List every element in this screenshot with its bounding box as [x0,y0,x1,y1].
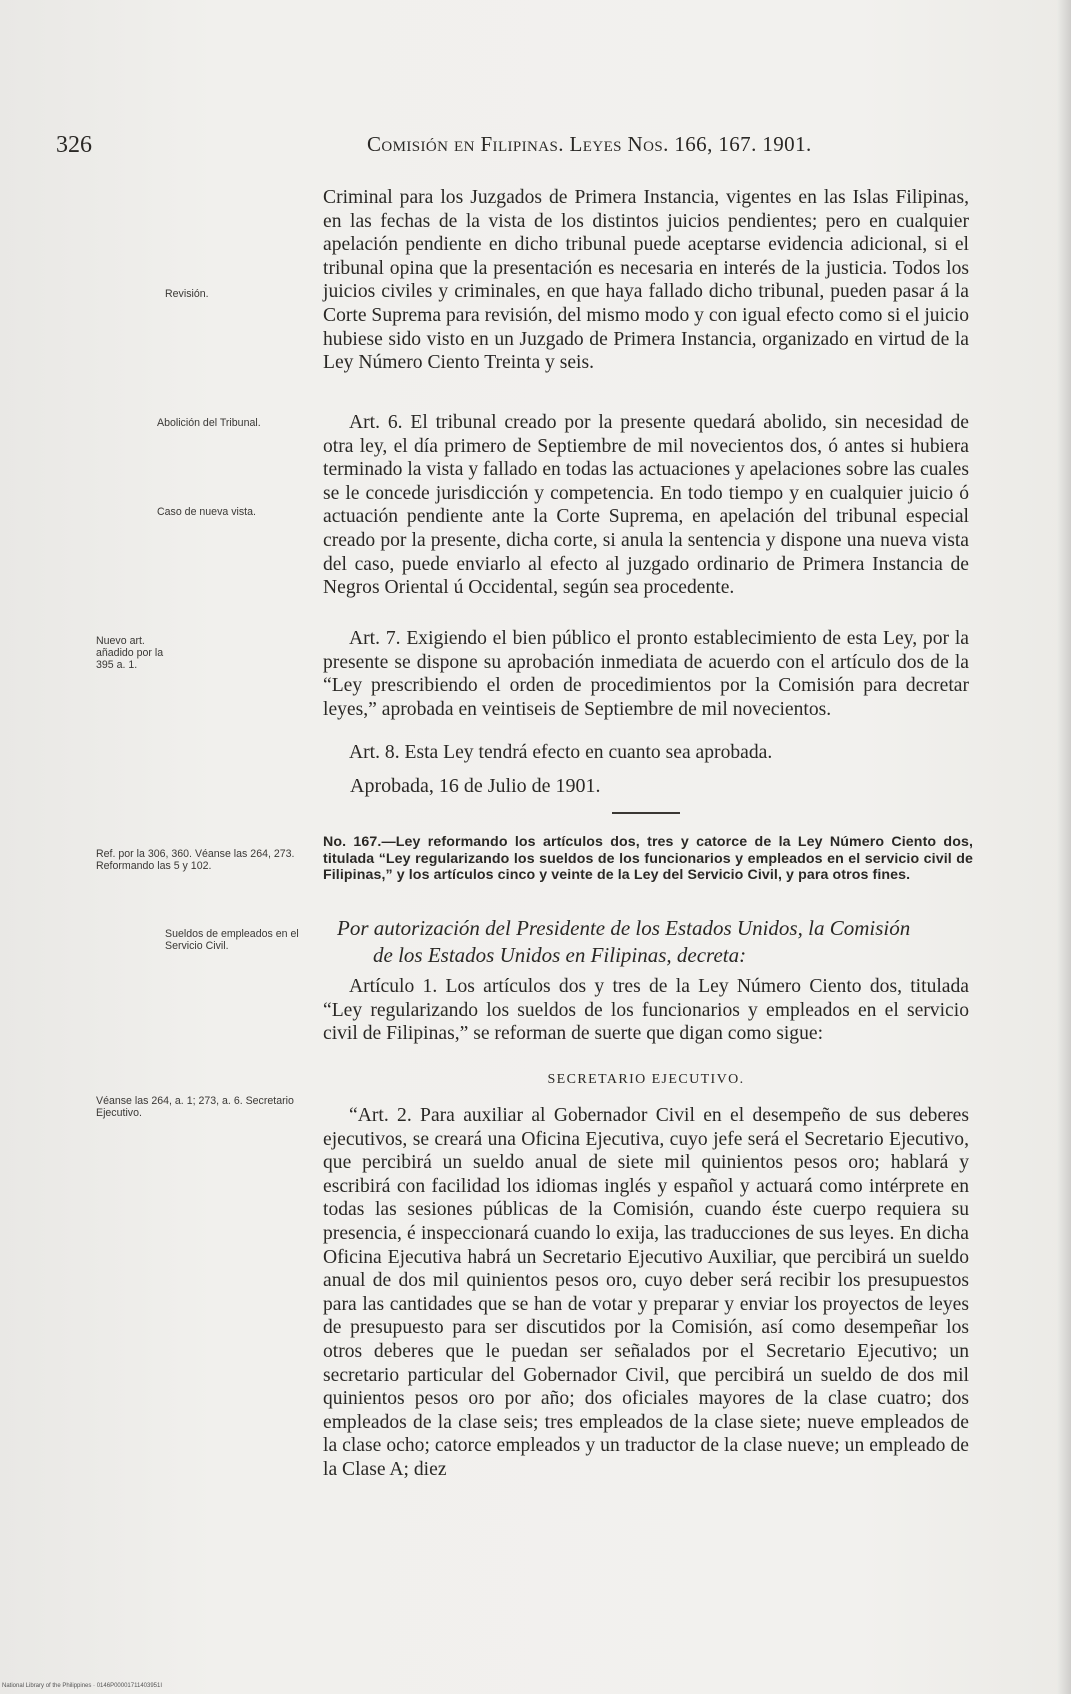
decree-line-1: Por autorización del Presidente de los Estados Unidos, la Comisión [337,916,911,940]
paragraph-art-7 [323,627,969,721]
paragraph-text: Artículo 1. Los artículos dos y tres de la Ley Número Ciento dos, titulada “Ley regularizando los sueldos de los funcionarios y empleados en el servicio civil de Filipinas,” se reforman de suerte que digan como sigue: [323,976,969,1045]
section-divider [612,812,680,814]
margin-note-caso: Caso de nueva vista. [157,506,256,518]
margin-note-referencias: Ref. por la 306, 360. Véanse las 264, 273. Reformando las 5 y 102. [96,848,295,873]
decree-line-2: de los Estados Unidos en Filipinas, decreta: [373,943,747,967]
margin-note-abolicion: Abolición del Tribunal. [157,417,261,429]
law-title: No. 167.—Ley reformando los artículos dos, tres y catorce de la Ley Número Ciento dos, titulada “Ley regularizando los sueldos de los funcionarios y empleados en el servicio civil de Filipinas,” y los artículos cinco y veinte de la Ley del Servicio Civil, y para otros fines. [323,834,973,884]
paragraph-text: Criminal para los Juzgados de Primera Instancia, vigentes en las Islas Filipinas, en las fechas de la vista de los distintos juicios pendientes; pero en cualquier apelación pendiente en dicho tribunal puede aceptarse evidencia adicional, si el tribunal opina que la presentación es necesaria en interés de la justicia. Todos los juicios civiles y criminales, en que haya fallado dicho tribunal, pueden pasar á la Corte Suprema para revisión, del mismo modo y con igual efecto como si el juicio hubiese sido visto en un Juzgado de Primera Instancia, organizado en virtud de la Ley Número Ciento Treinta y seis. [323,187,969,374]
paragraph-text: Art. 6. El tribunal creado por la presente quedará abolido, sin necesidad de otra ley, el día primero de Septiembre de mil novecientos dos, ó antes si hubiera terminado la vista y fallado en todas las actuaciones y apelaciones sobre las cuales se le concede jurisdicción y competencia. En todo tiempo y en cualquier juicio ó actuación pendiente ante la Corte Suprema, en apelación del tribunal especial creado por la presente, dicha corte, si anula la sentencia y dispone una nueva vista del caso, puede enviarlo al efecto al juzgado ordinario de Primera Instancia de Negros Oriental ú Occidental, según sea procedente. [323,412,969,599]
margin-note-secretario: Véanse las 264, a. 1; 273, a. 6. Secretario Ejecutivo. [96,1095,294,1120]
page-number: 326 [56,132,92,158]
page-header [56,132,916,162]
margin-note-revision: Revisión. [165,288,209,300]
paragraph-text: Art. 7. Exigiendo el bien público el pronto establecimiento de esta Ley, por la presente se dispone su aprobación inmediata de acuerdo con el artículo dos de la “Ley prescribiendo el orden de procedimientos por la Comisión para decretar leyes,” aprobada en veintiseis de Septiembre de mil novecientos. [323,628,969,720]
margin-note-nuevo-articulo: Nuevo art. añadido por la 395 a. 1. [96,635,164,672]
paragraph-articulo-1 [323,975,969,1046]
margin-note-sueldos: Sueldos de empleados en el Servicio Civil. [165,928,299,953]
paragraph-text: “Art. 2. Para auxiliar al Gobernador Civil en el desempeño de sus deberes ejecutivos, se creará una Oficina Ejecutiva, cuyo jefe será el Secretario Ejecutivo, que percibirá un sueldo anual de siete mil quinientos pesos oro; hablará y escribirá con facilidad los idiomas inglés y español y actuará como intérprete en todas las sesiones públicas de la Comisión, cuando éste cuerpo requiera su presencia, é inspeccionará cuando lo exija, las traducciones de sus leyes. En dicha Oficina Ejecutiva habrá un Secretario Ejecutivo Auxiliar, que percibirá un sueldo anual de dos mil quinientos pesos oro, cuyo deber será recibir los presupuestos para las cantidades que se han de votar y preparar y enviar los proyectos de leyes de presupuesto para ser discutidos por la Comisión, así como desempeñar los otros deberes que le puedan ser señalados por el Secretario Ejecutivo; un secretario particular del Gobernador Civil, que percibirá un sueldo de dos mil quinientos pesos oro por año; dos oficiales mayores de la clase cuatro; dos empleados de la clase seis; tres empleados de la clase siete; nueve empleados de la clase ocho; catorce empleados y un traductor de la clase nueve; un empleado de la Clase A; diez [323,1105,969,1480]
approval-date: Aprobada, 16 de Julio de 1901. [350,775,601,797]
paragraph-text: Art. 8. Esta Ley tendrá efecto en cuanto sea aprobada. [349,742,773,763]
page-edge-shadow [1057,0,1071,1694]
paragraph-art-8 [323,741,969,765]
section-heading: SECRETARIO EJECUTIVO. [547,1072,745,1087]
running-head: Comisión en Filipinas. Leyes Nos. 166, 167. 1901. [367,132,812,156]
paragraph-art-2 [323,1104,969,1482]
paragraph-criminal [323,186,969,375]
scan-stamp: National Library of the Philippines · 0146P00001711403951I [2,1683,163,1689]
decree-clause [337,915,973,969]
paragraph-art-6 [323,411,969,600]
